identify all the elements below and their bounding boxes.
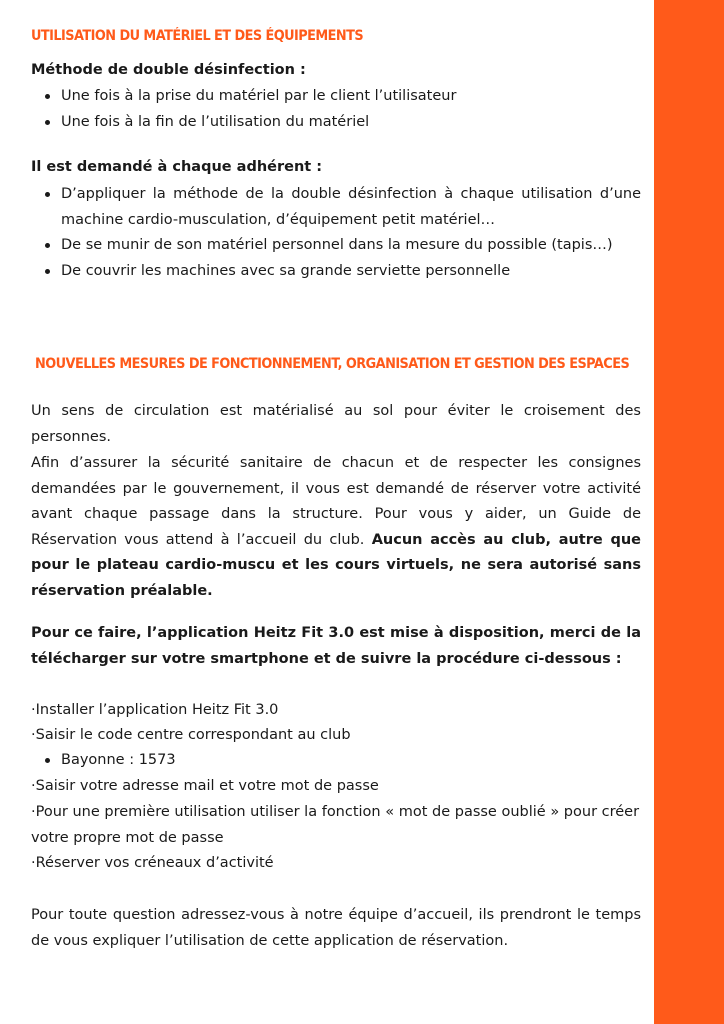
list-item: D’appliquer la méthode de la double désinfection à chaque utilisation d’une machine cardio-musculation, d’équipement petit matériel…: [61, 182, 641, 233]
club-code-list: [31, 748, 641, 774]
list-item: Une fois à la fin de l’utilisation du matériel: [61, 110, 641, 136]
reservation-paragraph: [31, 451, 641, 604]
section-title-new-measures: NOUVELLES MESURES DE FONCTIONNEMENT, ORGANISATION ET GESTION DES ESPACES: [35, 356, 630, 372]
circulation-paragraph: Un sens de circulation est matérialisé au sol pour éviter le croisement des personnes.: [31, 403, 641, 445]
member-requirements-list: [31, 182, 641, 284]
orange-side-band: [654, 0, 724, 1024]
member-requirements-heading: Il est demandé à chaque adhérent :: [31, 159, 323, 175]
disinfection-list: [31, 84, 641, 135]
step-install-app: ·Installer l’application Heitz Fit 3.0: [31, 702, 279, 718]
list-item: De se munir de son matériel personnel dans la mesure du possible (tapis…): [61, 233, 641, 259]
reservation-warning: Aucun accès au club, autre que pour le plateau cardio-muscu et les cours virtuels, ne sera autorisé sans réservation préalable.: [31, 531, 641, 599]
double-disinfection-heading: Méthode de double désinfection :: [31, 62, 306, 78]
closing-paragraph: Pour toute question adressez-vous à notre équipe d’accueil, ils prendront le temps de vous expliquer l’utilisation de cette application de réservation.: [31, 907, 641, 949]
step-enter-code: ·Saisir le code centre correspondant au club: [31, 727, 351, 743]
list-item: De couvrir les machines avec sa grande serviette personnelle: [61, 259, 641, 285]
reservation-text: Afin d’assurer la sécurité sanitaire de chacun et de respecter les consignes demandées par le gouvernement, il vous est demandé de réserver votre activité avant chaque passage dans la structure. Pour vous y aider, un Guide de Réservation vous attend à l’accueil du club.: [31, 455, 641, 548]
section-title-equipment: UTILISATION DU MATÉRIEL ET DES ÉQUIPEMENTS: [31, 28, 364, 44]
step-enter-credentials: ·Saisir votre adresse mail et votre mot de passe: [31, 778, 379, 794]
app-instructions-paragraph: Pour ce faire, l’application Heitz Fit 3.0 est mise à disposition, merci de la télécharger sur votre smartphone et de suivre la procédure ci-dessous :: [31, 625, 641, 667]
step-first-use-password: ·Pour une première utilisation utiliser la fonction « mot de passe oublié » pour créer votre propre mot de passe: [31, 804, 640, 846]
step-book-slots: ·Réserver vos créneaux d’activité: [31, 855, 274, 871]
club-code-item: Bayonne : 1573: [61, 748, 641, 774]
list-item: Une fois à la prise du matériel par le client l’utilisateur: [61, 84, 641, 110]
